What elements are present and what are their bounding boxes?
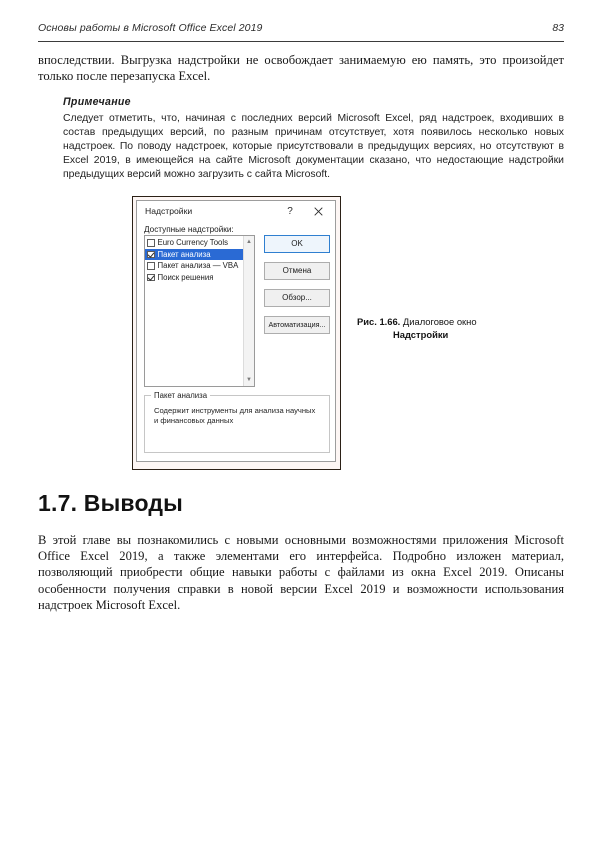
list-item[interactable]: [145, 272, 244, 284]
list-item-label: Поиск решения: [157, 272, 214, 282]
intro-paragraph: впоследствии. Выгрузка надстройки не освобождает занимаемую ею память, это произойдет только после перезапуска Excel.: [38, 53, 564, 84]
dialog-titlebar: [137, 201, 335, 223]
available-addins-label: Доступные надстройки:: [144, 225, 234, 234]
list-item[interactable]: [145, 249, 244, 261]
addins-dialog: [136, 200, 336, 462]
note-title: Примечание: [63, 96, 131, 108]
checkbox-icon[interactable]: [147, 239, 155, 247]
figure-caption-line1: Диалоговое окно: [400, 316, 477, 327]
running-header-title: Основы работы в Microsoft Office Excel 2019: [38, 22, 263, 34]
listbox-scrollbar[interactable]: [243, 236, 254, 386]
close-icon[interactable]: [309, 204, 327, 220]
list-item-label: Euro Currency Tools: [157, 238, 228, 248]
addins-listbox[interactable]: [144, 235, 255, 387]
figure-caption: [357, 316, 569, 341]
note-block: [63, 96, 564, 182]
cancel-button[interactable]: Отмена: [264, 262, 330, 280]
list-item-label: Пакет анализа: [157, 249, 211, 259]
automation-button[interactable]: Автоматизация...: [264, 316, 330, 334]
page-number: 83: [552, 22, 564, 34]
checkbox-icon[interactable]: [147, 251, 155, 259]
section-heading: 1.7. Выводы: [38, 490, 184, 516]
header-rule: [38, 41, 564, 42]
checkbox-icon[interactable]: [147, 262, 155, 270]
description-groupbox: [144, 391, 330, 453]
browse-button[interactable]: Обзор...: [264, 289, 330, 307]
figure-number: Рис. 1.66.: [357, 316, 401, 327]
note-text: Следует отметить, что, начиная с последних версий Microsoft Excel, ряд надстроек, входивших в состав предыдущих версий, по разным причинам отсутствует, хотя появилось несколько новых надстроек. По поводу надстроек, которые присутствовали в предыдущих версиях, но отсутствуют в Excel 2019, в имеющейся на сайте Microsoft документации сказано, что недостающие надстройки предыдущих версий можно загрузить с сайта Microsoft.: [63, 113, 564, 181]
list-item[interactable]: [145, 237, 244, 249]
dialog-title: Надстройки: [145, 206, 193, 216]
description-text: Содержит инструменты для анализа научных и финансовых данных: [154, 406, 316, 425]
ok-button[interactable]: OK: [264, 235, 330, 253]
figure-frame: [132, 196, 341, 470]
checkbox-icon[interactable]: [147, 274, 155, 282]
list-item[interactable]: [145, 260, 244, 272]
figure-caption-line2: Надстройки: [393, 328, 449, 340]
addins-list: [145, 237, 244, 283]
conclusion-paragraph: В этой главе вы познакомились с новыми основными возможностями приложения Microsoft Office Excel 2019, а также элементами его интерфейса. Подробно изложен материал, позволяющий приобрести общие навыки работы с файлами из окна Excel 2019. Описаны особенности получения справки в новой версии Excel 2019 и возможности использования надстроек Microsoft Excel.: [38, 533, 564, 612]
scroll-down-icon[interactable]: ▼: [246, 377, 252, 383]
list-item-label: Пакет анализа — VBA: [157, 261, 239, 271]
scroll-up-icon[interactable]: ▲: [246, 239, 252, 245]
description-legend: Пакет анализа: [151, 391, 210, 400]
help-icon[interactable]: ?: [287, 206, 293, 217]
